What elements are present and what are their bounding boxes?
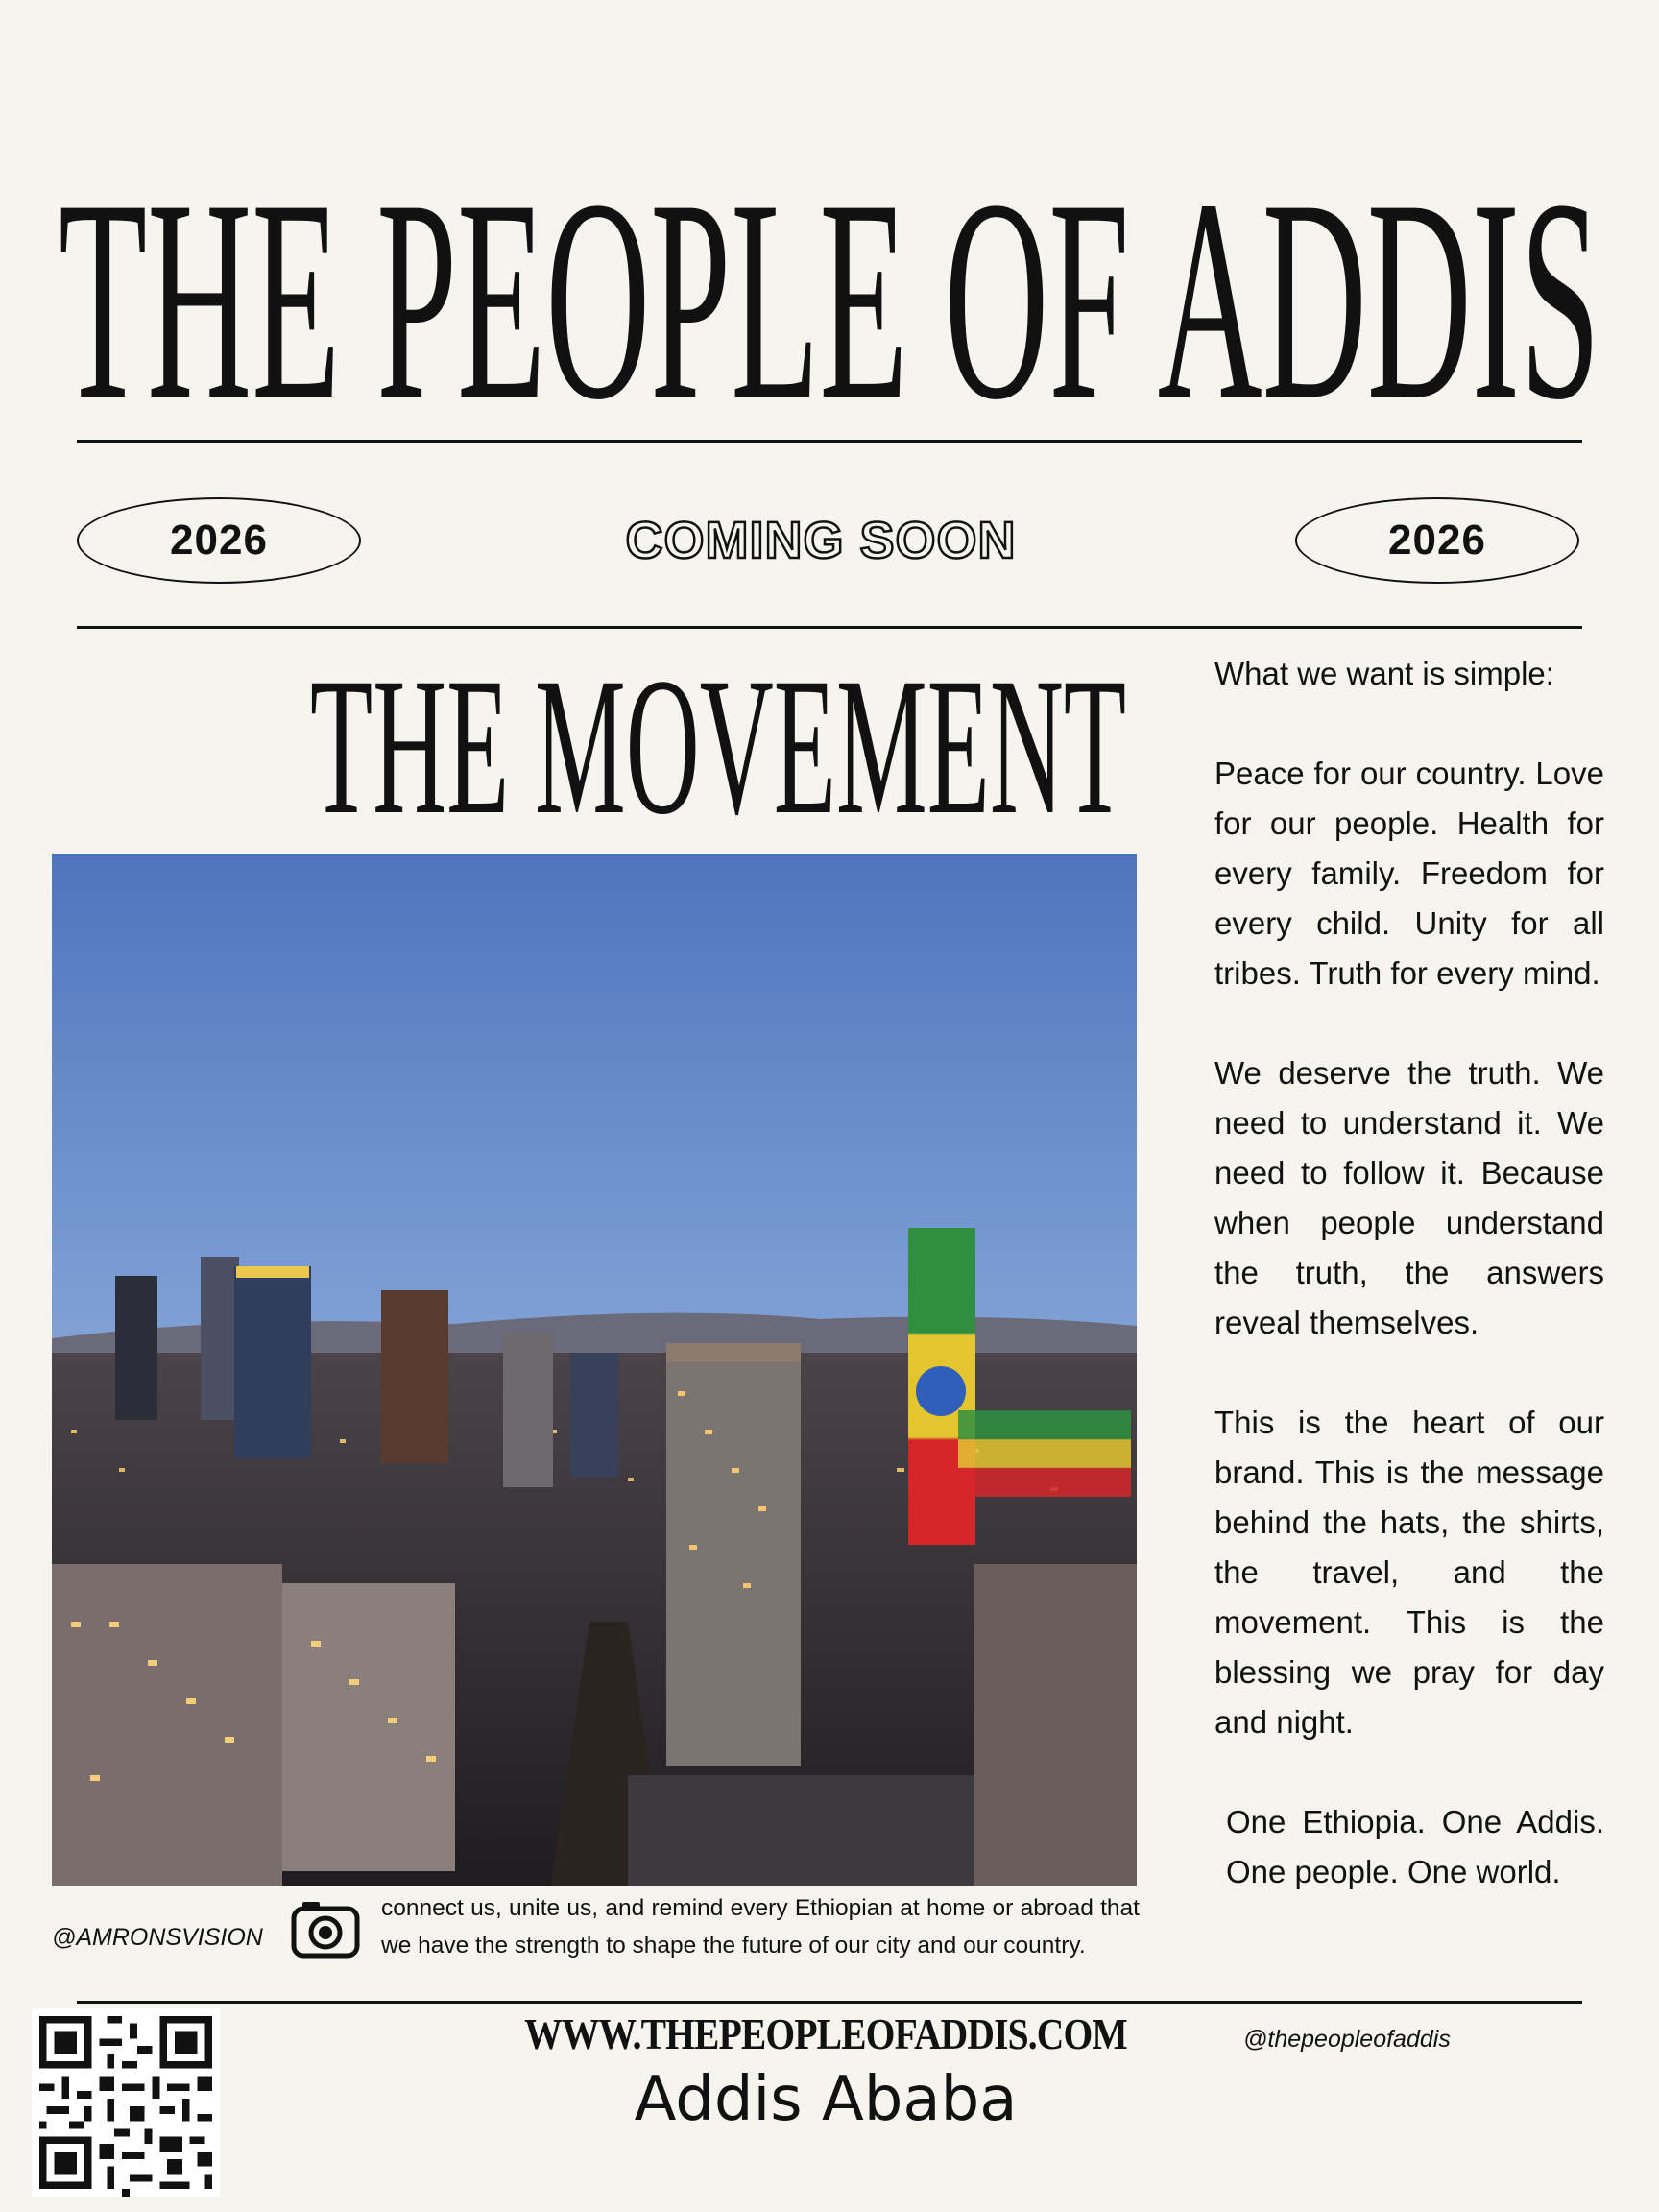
year-badge-left: [77, 497, 361, 584]
social-handle[interactable]: @thepeopleofaddis: [1243, 2026, 1451, 2053]
masthead-title: [0, 178, 1659, 427]
camera-icon: [291, 1899, 360, 1959]
movement-heading-text: THE MOVEMENT: [310, 653, 1126, 826]
year-badge-right: [1295, 497, 1579, 584]
movement-heading: [305, 653, 1131, 826]
year-left-text: 2026: [170, 517, 268, 564]
city-skyline-photo: [52, 854, 1137, 1886]
bottom-rule: [77, 2001, 1582, 2004]
qr-code-icon: [32, 2008, 220, 2197]
top-rule: [77, 440, 1582, 443]
photo-credit: @AMRONSVISION: [52, 1924, 263, 1951]
year-right-text: 2026: [1388, 517, 1486, 564]
city-name: Addis Ababa: [634, 2064, 1018, 2135]
manifesto-intro: What we want is simple:: [1214, 656, 1554, 691]
manifesto-paragraph-1: Peace for our country. Love for our people. Health for every family. Freedom for every child. Unity for all tribes. Truth for every mind.: [1214, 756, 1604, 991]
middle-rule: [77, 626, 1582, 629]
masthead-title-text: THE PEOPLE OF ADDIS: [59, 178, 1600, 427]
manifesto-text: [1214, 649, 1604, 1897]
manifesto-paragraph-3: This is the heart of our brand. This is the message behind the hats, the shirts, the travel, and the movement. This is the blessing we pray for day and night.: [1214, 1405, 1604, 1740]
website-link[interactable]: WWW.THEPEOPLEOFADDIS.COM: [524, 2009, 1127, 2058]
coming-soon-label: COMING SOON: [625, 512, 1017, 569]
photo-caption: connect us, unite us, and remind every Ethiopian at home or abroad that we have the strength to shape the future of our city and our country.: [381, 1895, 1140, 1959]
manifesto-paragraph-2: We deserve the truth. We need to understand it. We need to follow it. Because when people understand the truth, the answers reveal themselves.: [1214, 1055, 1604, 1340]
manifesto-paragraph-4: One Ethiopia. One Addis. One people. One world.: [1226, 1804, 1604, 1889]
